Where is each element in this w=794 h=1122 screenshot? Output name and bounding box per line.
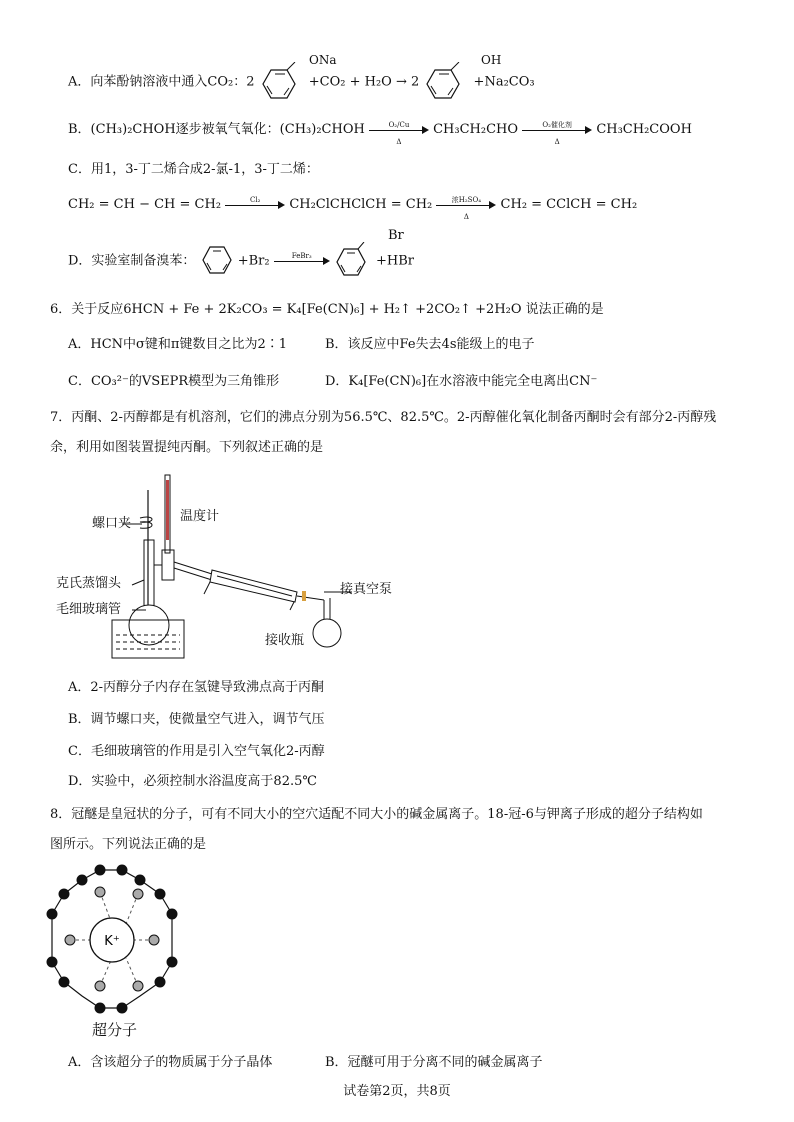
q7-option-b: B．调节螺口夹，使微量空气进入，调节气压 (68, 712, 325, 727)
arrow-febr3 (274, 254, 330, 268)
arrow-top: FeBr₃ (291, 252, 312, 260)
q6-option-a: A．HCN中σ键和π键数目之比为2∶1 (68, 337, 288, 352)
q5-a-text: A．向苯酚钠溶液中通入CO₂：2 (68, 74, 255, 90)
q5-d-end: +HBr (376, 253, 415, 269)
bromobenzene-ring-icon (334, 242, 372, 280)
q5-option-a (68, 53, 535, 102)
arrow-top: O₂/Cu (388, 120, 410, 129)
label-thermometer: 温度计 (180, 509, 220, 524)
arrow-bot: Δ (396, 137, 402, 146)
label-screw-clamp: 螺口夹 (92, 516, 132, 531)
supramolecule-caption: 超分子 (92, 1021, 138, 1039)
q5-c-text: C．用1，3-丁二烯合成2-氯-1，3-丁二烯： (68, 162, 319, 177)
q5-b-text: B．(CH₃)₂CHOH逐步被氧气氧化：(CH₃)₂CHOH (68, 122, 365, 137)
q5-option-b (68, 120, 692, 146)
q7-option-c: C．毛细玻璃管的作用是引入空气氧化2-丙醇 (68, 744, 325, 759)
br-label: Br (388, 228, 404, 243)
label-receiver: 接收瓶 (265, 633, 305, 648)
q7-option-d: D．实验中，必须控制水浴温度高于82.5℃ (68, 774, 317, 789)
q7-stem-line1: 7．丙酮、2-丙醇都是有机溶剂，它们的沸点分别为56.5℃、82.5℃。2-丙醇催化氧化制备丙酮时会有部分2-丙醇残 (50, 410, 717, 425)
eq-end: CH₂ = CClCH = CH₂ (500, 197, 638, 212)
arrow-h2so4 (436, 195, 496, 221)
q6-option-b: B．该反应中Fe失去4s能级上的电子 (325, 337, 535, 352)
q8-stem-line1: 8．冠醚是皇冠状的分子，可有不同大小的空穴适配不同大小的碱金属离子。18-冠-6与钾离子形成的超分子结构如 (50, 807, 703, 822)
q5-c-equation (68, 195, 638, 221)
q6-option-c: C．CO₃²⁻的VSEPR模型为三角锥形 (68, 374, 280, 389)
q8-stem-line2: 图所示。下列说法正确的是 (50, 837, 207, 852)
benzene-ring-icon (200, 244, 234, 278)
phenoxide-ring-icon (259, 62, 305, 102)
q6-stem: 6．关于反应6HCN + Fe + 2K₂CO₃ = K₄[Fe(CN)₆] + H₂↑ +2CO₂↑ +2H₂O 说法正确的是 (50, 302, 604, 317)
arrow-top: 浓H₂SO₄ (451, 195, 482, 204)
oh-label: OH (481, 53, 502, 67)
q5-b-end: CH₃CH₂COOH (596, 122, 692, 137)
q5-option-d (68, 228, 415, 280)
page-footer: 试卷第2页，共8页 (343, 1084, 451, 1099)
q5-a-rest1: +CO₂ + H₂O → 2 (308, 74, 420, 90)
ona-label: ONa (309, 53, 337, 67)
label-claisen-head: 克氏蒸馏头 (56, 576, 122, 591)
eq-start: CH₂ = CH − CH = CH₂ (68, 197, 222, 212)
label-vacuum-pump: 接真空泵 (340, 582, 393, 597)
arrow-o2-cu (369, 120, 429, 146)
arrow-o2-catalyst (522, 120, 592, 146)
q5-d-text: D．实验室制备溴苯： (68, 253, 196, 269)
q7-option-a: A．2-丙醇分子内存在氢键导致沸点高于丙酮 (68, 680, 325, 695)
eq-mid: CH₂ClCHClCH = CH₂ (289, 197, 433, 212)
label-capillary: 毛细玻璃管 (56, 602, 122, 617)
q8-option-b: B．冠醚可用于分离不同的碱金属离子 (325, 1055, 543, 1070)
crown-ether-supramolecule (42, 862, 202, 1022)
vacuum-distillation-apparatus (52, 470, 412, 670)
arrow-cl2 (225, 195, 285, 212)
q5-option-c (68, 160, 319, 180)
arrow-top: Cl₂ (249, 195, 261, 204)
ion-label: K⁺ (104, 934, 120, 949)
arrow-bot: Δ (463, 212, 469, 221)
plus-br2: +Br₂ (237, 253, 270, 269)
phenol-ring-icon (423, 62, 469, 102)
arrow-bot: Δ (554, 137, 560, 146)
arrow-top: O₂催化剂 (542, 120, 572, 129)
q8-option-a: A．含该超分子的物质属于分子晶体 (68, 1055, 273, 1070)
q5-b-mid: CH₃CH₂CHO (433, 122, 519, 137)
q6-option-d: D．K₄[Fe(CN)₆]在水溶液中能完全电离出CN⁻ (325, 374, 598, 389)
q7-stem-line2: 余，利用如图装置提纯丙酮。下列叙述正确的是 (50, 440, 324, 455)
q5-a-rest2: +Na₂CO₃ (473, 74, 535, 90)
